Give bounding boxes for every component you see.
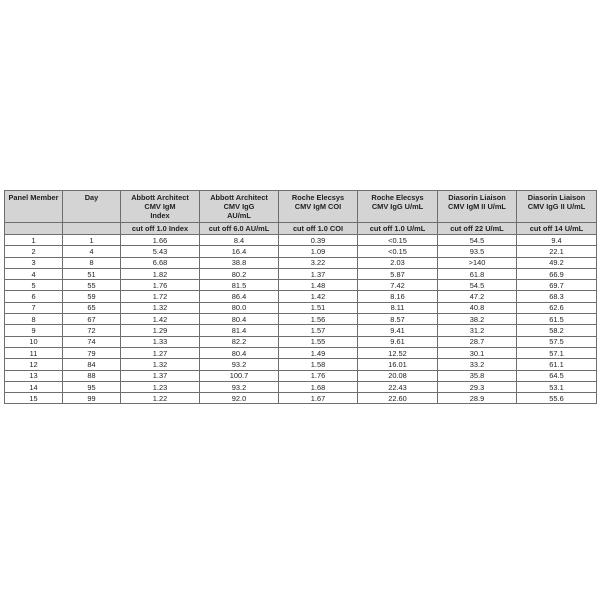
value-cell: 7.42 (358, 280, 438, 291)
header-row (5, 191, 597, 223)
value-cell: 1.42 (279, 291, 358, 302)
value-cell: 82.2 (200, 336, 279, 347)
value-cell: 93.5 (438, 246, 517, 257)
column-header (63, 191, 121, 223)
day-cell: 65 (63, 302, 121, 313)
column-header-line: CMV IgM COI (294, 202, 342, 211)
value-cell: 1.56 (279, 314, 358, 325)
panel-member-cell: 6 (5, 291, 63, 302)
value-cell: 5.87 (358, 268, 438, 279)
value-cell: 58.2 (517, 325, 597, 336)
column-header (121, 191, 200, 223)
panel-member-cell: 11 (5, 347, 63, 358)
day-cell: 67 (63, 314, 121, 325)
column-header-line: Abbott Architect (131, 193, 189, 202)
table-row (5, 347, 597, 358)
table-row (5, 359, 597, 370)
table-row (5, 280, 597, 291)
panel-member-cell: 3 (5, 257, 63, 268)
value-cell: 38.2 (438, 314, 517, 325)
table-row (5, 393, 597, 404)
table-header (5, 191, 597, 235)
cutoff-cell (5, 223, 63, 235)
value-cell: 1.37 (121, 370, 200, 381)
panel-member-cell: 1 (5, 235, 63, 246)
value-cell: 61.8 (438, 268, 517, 279)
value-cell: 38.8 (200, 257, 279, 268)
column-header-line: Abbott Architect (210, 193, 268, 202)
value-cell: 80.2 (200, 268, 279, 279)
table-row (5, 235, 597, 246)
column-header-line: Diasorin Liaison (448, 193, 506, 202)
column-header-line: CMV IgG U/mL (371, 202, 424, 211)
value-cell: 8.16 (358, 291, 438, 302)
value-cell: 1.23 (121, 381, 200, 392)
cutoff-cell: cut off 1.0 U/mL (358, 223, 438, 235)
cutoff-cell: cut off 22 U/mL (438, 223, 517, 235)
value-cell: 22.43 (358, 381, 438, 392)
value-cell: 28.9 (438, 393, 517, 404)
day-cell: 1 (63, 235, 121, 246)
value-cell: 35.8 (438, 370, 517, 381)
value-cell: 80.4 (200, 314, 279, 325)
value-cell: 22.1 (517, 246, 597, 257)
panel-member-cell: 5 (5, 280, 63, 291)
value-cell: 92.0 (200, 393, 279, 404)
value-cell: 29.3 (438, 381, 517, 392)
value-cell: 86.4 (200, 291, 279, 302)
value-cell: 12.52 (358, 347, 438, 358)
value-cell: 8.57 (358, 314, 438, 325)
column-header-line: Panel Member (8, 193, 59, 202)
panel-member-cell: 13 (5, 370, 63, 381)
value-cell: 1.82 (121, 268, 200, 279)
value-cell: 1.48 (279, 280, 358, 291)
value-cell: 1.49 (279, 347, 358, 358)
table-row (5, 381, 597, 392)
table-row (5, 246, 597, 257)
day-cell: 59 (63, 291, 121, 302)
value-cell: 49.2 (517, 257, 597, 268)
day-cell: 8 (63, 257, 121, 268)
cutoff-row (5, 223, 597, 235)
day-cell: 72 (63, 325, 121, 336)
value-cell: 80.0 (200, 302, 279, 313)
day-cell: 51 (63, 268, 121, 279)
day-cell: 95 (63, 381, 121, 392)
value-cell: 57.1 (517, 347, 597, 358)
value-cell: 1.57 (279, 325, 358, 336)
value-cell: 1.29 (121, 325, 200, 336)
cutoff-cell (63, 223, 121, 235)
value-cell: 1.09 (279, 246, 358, 257)
value-cell: 64.5 (517, 370, 597, 381)
cutoff-cell: cut off 6.0 AU/mL (200, 223, 279, 235)
day-cell: 55 (63, 280, 121, 291)
value-cell: 1.42 (121, 314, 200, 325)
value-cell: 61.5 (517, 314, 597, 325)
value-cell: 80.4 (200, 347, 279, 358)
column-header-line: Day (84, 193, 99, 202)
value-cell: 53.1 (517, 381, 597, 392)
column-header-line: AU/mL (227, 211, 251, 220)
value-cell: 8.11 (358, 302, 438, 313)
panel-member-cell: 7 (5, 302, 63, 313)
panel-member-cell: 8 (5, 314, 63, 325)
value-cell: 1.32 (121, 302, 200, 313)
day-cell: 74 (63, 336, 121, 347)
value-cell: 1.27 (121, 347, 200, 358)
value-cell: 40.8 (438, 302, 517, 313)
value-cell: 1.68 (279, 381, 358, 392)
column-header-line: CMV IgM (144, 202, 176, 211)
value-cell: 20.08 (358, 370, 438, 381)
table-row (5, 302, 597, 313)
results-table-container (4, 190, 596, 404)
table-row (5, 336, 597, 347)
value-cell: 1.67 (279, 393, 358, 404)
cutoff-cell: cut off 14 U/mL (517, 223, 597, 235)
column-header (517, 191, 597, 223)
column-header (5, 191, 63, 223)
day-cell: 4 (63, 246, 121, 257)
day-cell: 99 (63, 393, 121, 404)
table-row (5, 268, 597, 279)
value-cell: 33.2 (438, 359, 517, 370)
value-cell: 9.61 (358, 336, 438, 347)
value-cell: 6.68 (121, 257, 200, 268)
panel-member-cell: 12 (5, 359, 63, 370)
day-cell: 88 (63, 370, 121, 381)
value-cell: 1.76 (121, 280, 200, 291)
panel-member-cell: 14 (5, 381, 63, 392)
value-cell: 9.41 (358, 325, 438, 336)
value-cell: 22.60 (358, 393, 438, 404)
value-cell: 28.7 (438, 336, 517, 347)
value-cell: 16.01 (358, 359, 438, 370)
value-cell: <0.15 (358, 235, 438, 246)
value-cell: 81.5 (200, 280, 279, 291)
value-cell: 1.66 (121, 235, 200, 246)
panel-member-cell: 15 (5, 393, 63, 404)
value-cell: 1.51 (279, 302, 358, 313)
value-cell: 66.9 (517, 268, 597, 279)
value-cell: 9.4 (517, 235, 597, 246)
value-cell: 47.2 (438, 291, 517, 302)
column-header (358, 191, 438, 223)
value-cell: 1.72 (121, 291, 200, 302)
value-cell: 54.5 (438, 235, 517, 246)
column-header (200, 191, 279, 223)
table-row (5, 257, 597, 268)
value-cell: 0.39 (279, 235, 358, 246)
value-cell: 1.58 (279, 359, 358, 370)
value-cell: 100.7 (200, 370, 279, 381)
panel-member-cell: 4 (5, 268, 63, 279)
table-row (5, 314, 597, 325)
value-cell: 57.5 (517, 336, 597, 347)
panel-member-cell: 9 (5, 325, 63, 336)
value-cell: 5.43 (121, 246, 200, 257)
value-cell: 1.32 (121, 359, 200, 370)
value-cell: 69.7 (517, 280, 597, 291)
value-cell: 68.3 (517, 291, 597, 302)
column-header-line: CMV IgG II U/mL (527, 202, 586, 211)
value-cell: 2.03 (358, 257, 438, 268)
panel-member-cell: 10 (5, 336, 63, 347)
table-row (5, 291, 597, 302)
table-body (5, 235, 597, 404)
value-cell: 62.6 (517, 302, 597, 313)
day-cell: 84 (63, 359, 121, 370)
panel-member-cell: 2 (5, 246, 63, 257)
value-cell: 54.5 (438, 280, 517, 291)
column-header-line: Roche Elecsys (371, 193, 424, 202)
column-header (279, 191, 358, 223)
value-cell: 3.22 (279, 257, 358, 268)
cutoff-cell: cut off 1.0 Index (121, 223, 200, 235)
value-cell: 1.33 (121, 336, 200, 347)
value-cell: >140 (438, 257, 517, 268)
value-cell: 61.1 (517, 359, 597, 370)
day-cell: 79 (63, 347, 121, 358)
cutoff-cell: cut off 1.0 COI (279, 223, 358, 235)
table-row (5, 325, 597, 336)
value-cell: 55.6 (517, 393, 597, 404)
value-cell: 1.22 (121, 393, 200, 404)
value-cell: 93.2 (200, 381, 279, 392)
value-cell: 81.4 (200, 325, 279, 336)
column-header-line: Roche Elecsys (291, 193, 345, 202)
cmv-results-table (4, 190, 597, 404)
column-header (438, 191, 517, 223)
value-cell: 8.4 (200, 235, 279, 246)
value-cell: 1.76 (279, 370, 358, 381)
value-cell: 30.1 (438, 347, 517, 358)
value-cell: 31.2 (438, 325, 517, 336)
table-row (5, 370, 597, 381)
column-header-line: CMV IgG (223, 202, 255, 211)
column-header-line: CMV IgM II U/mL (448, 202, 506, 211)
value-cell: 16.4 (200, 246, 279, 257)
value-cell: <0.15 (358, 246, 438, 257)
value-cell: 1.55 (279, 336, 358, 347)
value-cell: 1.37 (279, 268, 358, 279)
column-header-line: Index (150, 211, 170, 220)
value-cell: 93.2 (200, 359, 279, 370)
column-header-line: Diasorin Liaison (527, 193, 586, 202)
